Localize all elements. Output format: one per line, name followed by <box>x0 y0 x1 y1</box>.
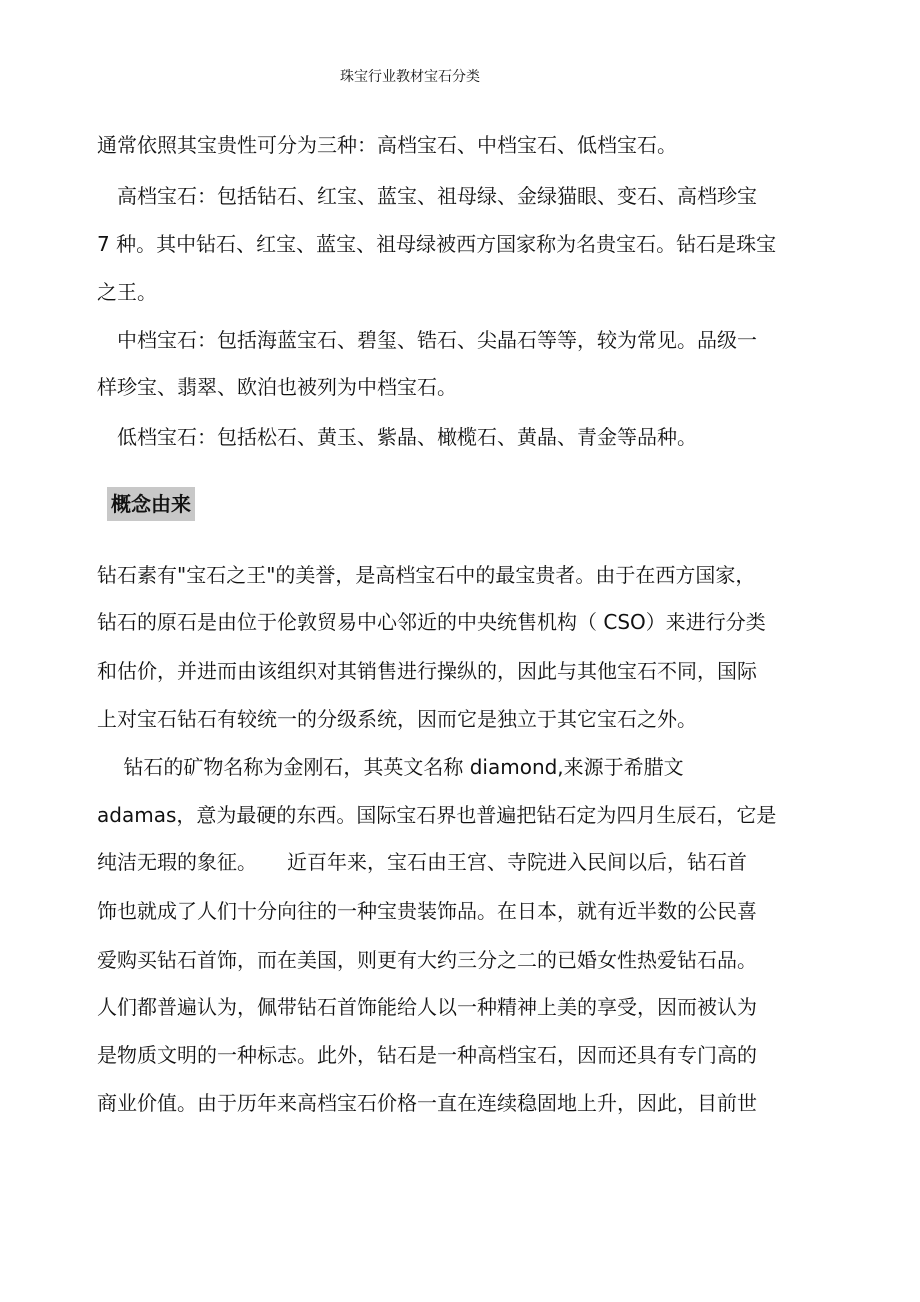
body-line: 低档宝石：包括松石、黄玉、紫晶、橄榄石、黄晶、青金等品种。 <box>97 425 697 449</box>
section-line: 是物质文明的一种标志。此外，钻石是一种高档宝石，因而还具有专门高的 <box>97 1043 757 1067</box>
body-line: 之王。 <box>97 280 157 304</box>
section-line: 人们都普遍认为，佩带钻石首饰能给人以一种精神上美的享受，因而被认为 <box>97 995 757 1019</box>
body-line: 样珍宝、翡翠、欧泊也被列为中档宝石。 <box>97 375 457 399</box>
page-header-title: 珠宝行业教材宝石分类 <box>340 69 480 85</box>
body-line: 高档宝石：包括钻石、红宝、蓝宝、祖母绿、金绿猫眼、变石、高档珍宝 <box>97 184 757 208</box>
section-line: 爱购买钻石首饰，而在美国，则更有大约三分之二的已婚女性热爱钻石品。 <box>97 948 757 972</box>
section-line: 和估价，并进而由该组织对其销售进行操纵的，因此与其他宝石不同，国际 <box>97 659 757 683</box>
section-line: 钻石素有"宝石之王"的美誉，是高档宝石中的最宝贵者。由于在西方国家， <box>97 563 756 587</box>
body-line: 7 种。其中钻石、红宝、蓝宝、祖母绿被西方国家称为名贵宝石。钻石是珠宝 <box>97 232 777 256</box>
section-heading: 概念由来 <box>107 487 195 521</box>
section-line: 商业价值。由于历年来高档宝石价格一直在连续稳固地上升，因此，目前世 <box>97 1091 757 1115</box>
body-line: 通常依照其宝贵性可分为三种：高档宝石、中档宝石、低档宝石。 <box>97 133 677 157</box>
section-line: adamas，意为最硬的东西。国际宝石界也普遍把钻石定为四月生辰石，它是 <box>97 803 777 827</box>
section-line: 饰也就成了人们十分向往的一种宝贵装饰品。在日本，就有近半数的公民喜 <box>97 899 757 923</box>
section-line: 钻石的原石是由位于伦敦贸易中心邻近的中央统售机构（ CSO）来进行分类 <box>97 610 766 634</box>
section-line: 钻石的矿物名称为金刚石，其英文名称 diamond,来源于希腊文 <box>97 755 684 779</box>
section-line: 纯洁无瑕的象征。 近百年来，宝石由王宫、寺院进入民间以后，钻石首 <box>97 850 747 874</box>
body-line: 中档宝石：包括海蓝宝石、碧玺、锆石、尖晶石等等，较为常见。品级一 <box>97 328 757 352</box>
section-line: 上对宝石钻石有较统一的分级系统，因而它是独立于其它宝石之外。 <box>97 707 697 731</box>
